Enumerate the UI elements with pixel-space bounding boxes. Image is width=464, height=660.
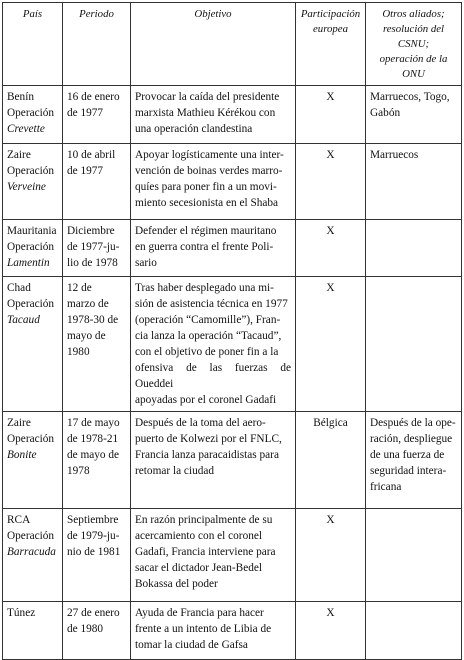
cell-line: Francia lanza paracaidistas para [135,449,279,461]
header-participacion: Participación europea [296,3,366,86]
participation-value: X [326,91,335,103]
cell-line: mayo de [67,330,106,342]
cell-line: Operación [7,530,55,542]
cell-line: Operación [7,241,55,253]
cell-line: 12 de [67,282,92,294]
table-row [3,144,462,220]
cell-line: Después de la ope- [370,417,456,429]
cell-line: Ayuda de Francia para hacer [135,607,264,619]
others-cell [366,86,462,144]
cell-line: Operación [7,298,55,310]
cell-line: una operación clandestina [135,123,253,135]
cell-line: quíes para poner fin a un movi- [135,181,277,193]
participation-value: Bélgica [313,417,348,429]
participation-cell [296,602,366,660]
cell-line: Operación [7,165,55,177]
cell-line: Gadafi, Francia interviene para [135,546,276,558]
cell-line: de 1977-ju- [67,241,120,253]
cell-line: con el objetivo de poner fin a la [135,346,279,358]
header-objetivo: Objetivo [131,3,296,86]
cell-line: Tacaud [7,314,40,326]
country-cell [3,144,63,220]
cell-line: retomar la ciudad [135,465,215,477]
participation-cell [296,277,366,412]
objective-cell [131,277,296,412]
cell-line: lio de 1978 [67,257,118,269]
cell-line: Chad [7,282,31,294]
cell-line: Bonite [7,449,37,461]
cell-line: 17 de mayo [67,417,120,429]
participation-cell [296,86,366,144]
others-cell [366,602,462,660]
cell-line: de 1977 [67,165,104,177]
country-cell [3,277,63,412]
cell-line: de una fuerza de [370,449,445,461]
objective-cell [131,602,296,660]
cell-line: marzo de [67,298,109,310]
period-cell [63,602,131,660]
cell-line: vención de boinas verdes marro- [135,165,283,177]
cell-line: acercamiento con el coronel [135,530,263,542]
cell-line: 10 de abril [67,149,116,161]
others-cell [366,509,462,602]
cell-line: Gabón [370,107,401,119]
table-row [3,412,462,509]
cell-line: RCA [7,514,31,526]
cell-line: Mauritania [7,225,57,237]
cell-line: Verveine [7,181,46,193]
cell-line: Zaire [7,417,31,429]
cell-line: Marruecos [370,149,419,161]
cell-line: ración, despliegue [370,433,453,445]
participation-value: X [326,282,335,294]
cell-line: Bokassa del poder [135,578,218,590]
country-cell [3,602,63,660]
cell-line: Tras haber desplegado una mi- [135,282,274,294]
participation-value: X [326,607,335,619]
country-cell [3,86,63,144]
participation-cell [296,412,366,509]
participation-cell [296,144,366,220]
cell-line: Después de la toma del aero- [135,417,266,429]
cell-line: Zaire [7,149,31,161]
cell-line: puerto de Kolwezi por el FNLC, [135,433,282,445]
cell-line: Septiembre [67,514,119,526]
header-otros: Otros aliados; resolución del CSNU; operación de la ONU [366,3,462,86]
cell-line: ofensiva de las fuerzas de Oueddei [135,362,291,390]
cell-line: 27 de enero [67,607,120,619]
cell-line: seguridad intera- [370,465,447,477]
period-cell [63,86,131,144]
country-cell [3,412,63,509]
period-cell [63,509,131,602]
period-cell [63,220,131,277]
cell-line: fricana [370,481,402,493]
header-row [3,3,462,86]
participation-value: X [326,514,335,526]
cell-line: 16 de enero [67,91,120,103]
cell-line: miento secesionista en el Shaba [135,197,279,209]
cell-line: cia lanza la operación “Tacaud”, [135,330,282,342]
cell-line: apoyadas por el coronel Gadafi [135,394,277,406]
period-cell [63,412,131,509]
participation-cell [296,220,366,277]
table-row [3,86,462,144]
cell-line: Apoyar logísticamente una inter- [135,149,284,161]
cell-line: nio de 1981 [67,546,121,558]
cell-line: Benín [7,91,34,103]
cell-line: de 1979-ju- [67,530,120,542]
table-row [3,220,462,277]
table-row [3,602,462,660]
cell-line: Operación [7,433,55,445]
cell-line: Defender el régimen mauritano [135,225,277,237]
cell-line: tomar la ciudad de Gafsa [135,639,248,651]
objective-cell [131,144,296,220]
objective-cell [131,509,296,602]
cell-line: de 1980 [67,623,104,635]
cell-line: Diciembre [67,225,115,237]
cell-line: Lamentin [7,257,50,269]
header-periodo: Periodo [63,3,131,86]
cell-line: Túnez [7,607,36,619]
others-cell [366,144,462,220]
cell-line: 1978 [67,465,90,477]
operations-table [2,2,462,660]
cell-line: (operación “Camomille”), Fran- [135,314,281,326]
period-cell [63,277,131,412]
participation-value: X [326,225,335,237]
period-cell [63,144,131,220]
others-cell [366,412,462,509]
cell-line: Crevette [7,123,45,135]
objective-cell [131,412,296,509]
cell-line: frente a un intento de Libia de [135,623,272,635]
others-cell [366,220,462,277]
cell-line: marxista Mathieu Kérékou con [135,107,276,119]
cell-line: de 1978-21 [67,433,119,445]
cell-line: de mayo de [67,449,120,461]
cell-line: sacar el dictador Jean-Bedel [135,562,263,574]
cell-line: sario [135,257,157,269]
cell-line: en guerra contra el frente Poli- [135,241,274,253]
cell-line: Marruecos, Togo, [370,91,450,103]
cell-line: En razón principalmente de su [135,514,273,526]
cell-line: 1980 [67,346,90,358]
country-cell [3,220,63,277]
table-row [3,277,462,412]
objective-cell [131,220,296,277]
cell-line: sión de asistencia técnica en 1977 [135,298,288,310]
cell-line: Provocar la caída del presidente [135,91,280,103]
country-cell [3,509,63,602]
objective-cell [131,86,296,144]
participation-value: X [326,149,335,161]
participation-cell [296,509,366,602]
cell-line: Operación [7,107,55,119]
cell-line: 1978-30 de [67,314,119,326]
table-body [3,86,462,660]
cell-line: de 1977 [67,107,104,119]
others-cell [366,277,462,412]
cell-line: Barracuda [7,546,56,558]
header-pais: País [3,3,63,86]
table-row [3,509,462,602]
